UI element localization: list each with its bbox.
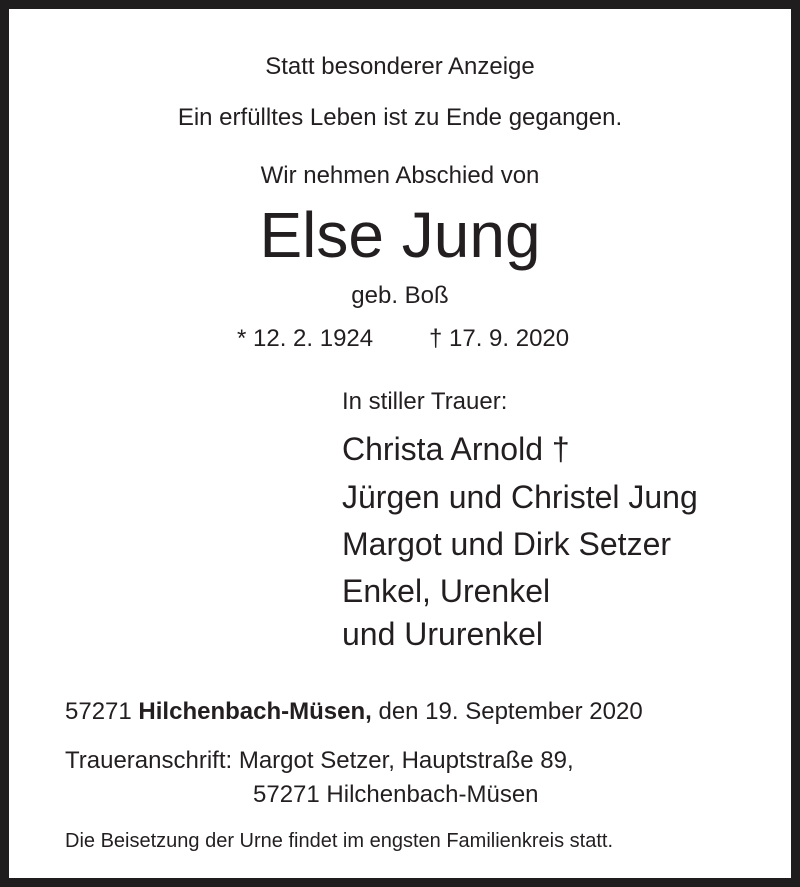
notice-date: den 19. September 2020	[378, 698, 643, 725]
maiden-name: geb. Boß	[351, 282, 449, 309]
place-name: Hilchenbach-Müsen,	[138, 698, 372, 725]
address-city: 57271 Hilchenbach-Müsen	[253, 781, 539, 808]
death-date: † 17. 9. 2020	[429, 325, 570, 352]
life-line: Ein erfülltes Leben ist zu Ende gegangen.	[177, 104, 623, 131]
deceased-name: Else Jung	[259, 199, 541, 271]
mourner-line: Enkel, Urenkel	[342, 573, 551, 609]
burial-note: Die Beisetzung der Urne findet im engsten Familienkreis statt.	[65, 830, 614, 852]
postcode: 57271	[65, 698, 132, 725]
mourner-line: Margot und Dirk Setzer	[342, 526, 672, 562]
address-street: Margot Setzer, Hauptstraße 89,	[238, 747, 574, 774]
place-date-line	[65, 700, 643, 724]
mourner-line: und Ururenkel	[342, 616, 543, 652]
mourners-heading: In stiller Trauer:	[342, 388, 508, 415]
intro-text: Statt besonderer Anzeige	[265, 53, 535, 80]
farewell-line: Wir nehmen Abschied von	[260, 162, 540, 189]
mourner-line: Christa Arnold †	[342, 431, 570, 467]
birth-date: * 12. 2. 1924	[237, 325, 374, 352]
address-line	[65, 749, 574, 773]
address-label: Traueranschrift:	[65, 747, 233, 774]
mourner-line: Jürgen und Christel Jung	[342, 479, 698, 515]
